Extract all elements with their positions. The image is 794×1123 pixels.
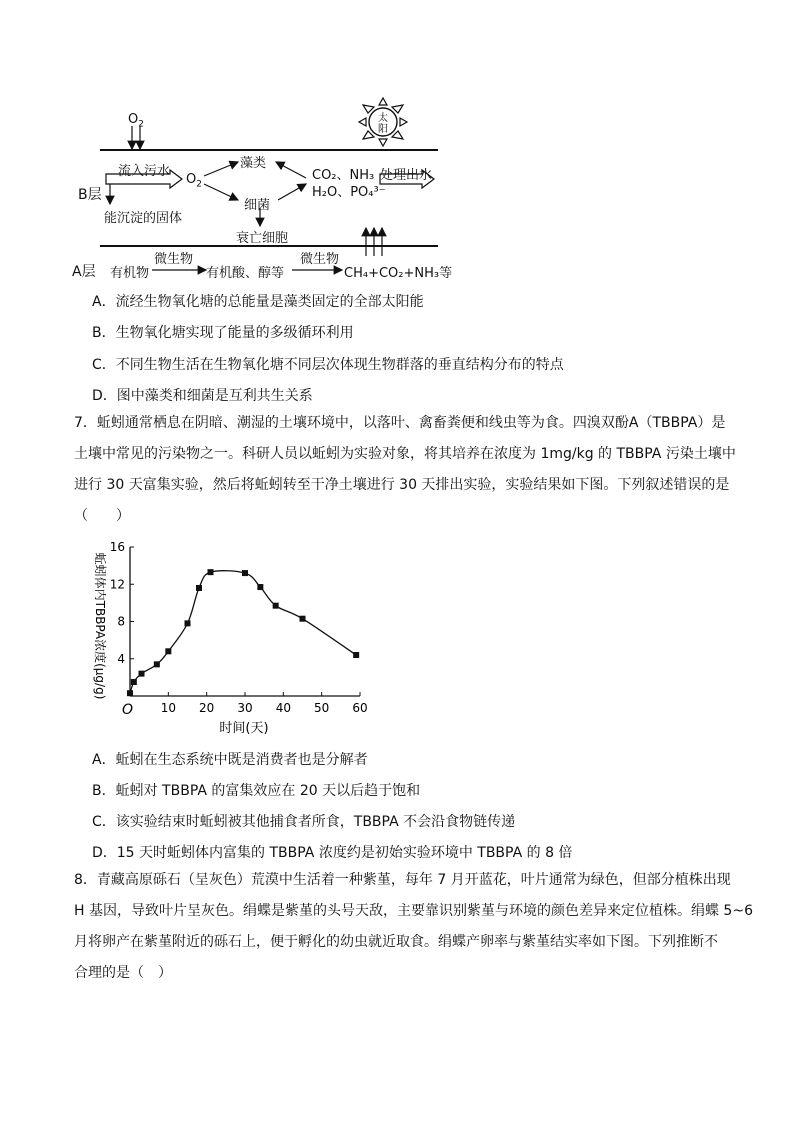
q7-option-a: A．蚯蚓在生态系统中既是消费者也是分解者 — [92, 752, 368, 768]
a-organic-label: 有机物 — [110, 266, 150, 281]
x-tick-label: 50 — [314, 701, 330, 715]
question-7-stem: 7．蚯蚓通常栖息在阴暗、潮湿的土壤环境中，以落叶、禽畜粪便和线虫等为食。四溴双酚A（TBBPA）是 土壤中常见的污染物之一。科研人员以蚯蚓为实验对象，将其培养在浓度为 1mg/kg 的 TBBPA 污染土壤中 进行 30 天富集实验，然后将蚯蚓转至干净土壤进行 30 天排出实验，实验结果如下图。下列叙述错误的是 （ ） — [74, 415, 736, 524]
sun-label: 太阳 — [378, 113, 388, 135]
data-point — [300, 616, 306, 622]
data-point — [353, 652, 359, 658]
data-point — [257, 584, 263, 590]
x-axis-label: 时间(天) — [219, 721, 269, 736]
bacteria-label: 细菌 — [244, 198, 271, 213]
q7-option-c: C．该实验结束时蚯蚓被其他捕食者所食，TBBPA 不会沿食物链传递 — [92, 814, 516, 830]
q7-option-d: D．15 天时蚯蚓体内富集的 TBBPA 浓度约是初始实验环境中 TBBPA 的 8 倍 — [92, 845, 573, 861]
layer-a-label: A层 — [72, 264, 96, 280]
y-tick-label: 8 — [117, 614, 125, 629]
question-8-stem: 8．青藏高原砾石（呈灰色）荒漠中生活着一种紫堇，每年 7 月开蓝花，叶片通常为绿色，但部分植株出现 H 基因，导致叶片呈灰色。绢蝶是紫堇的头号天敌，主要靠识别紫堇与环境的颜色差异来定位植株。绢蝶 5~6 月将卵产在紫堇附近的砾石上，便于孵化的幼虫就近取食。绢蝶产卵率与紫堇结实率如下图。下列推断不 合理的是（ ） — [74, 872, 753, 981]
a-microbe2-label: 微生物 — [300, 252, 340, 267]
tbbpa-concentration-chart — [86, 536, 376, 756]
o2-top-label: $O_2$ — [128, 112, 144, 130]
layer-b-label: B层 — [78, 187, 102, 203]
x-tick-label: 30 — [237, 701, 253, 715]
data-point — [165, 648, 171, 654]
origin-label: O — [122, 702, 134, 718]
data-point — [196, 585, 202, 591]
dead-cells-label: 衰亡细胞 — [236, 231, 289, 246]
data-point — [139, 671, 145, 677]
data-point — [273, 603, 279, 609]
data-point — [208, 569, 214, 575]
data-point — [131, 679, 137, 685]
outflow-label: 处理出水 — [380, 168, 433, 183]
o2-mid-label: $O_2$ — [186, 172, 202, 190]
x-tick-label: 60 — [352, 701, 368, 715]
x-tick-label: 40 — [275, 701, 291, 715]
q6-option-a: A．流经生物氧化塘的总能量是藻类固定的全部太阳能 — [92, 294, 424, 310]
data-point — [185, 620, 191, 626]
y-tick-label: 16 — [109, 540, 125, 554]
algae-label: 藻类 — [240, 156, 267, 171]
a-acids-label: 有机酸、醇等 — [206, 266, 285, 281]
products-label-1: CO₂、NH₃ — [312, 168, 375, 183]
a-microbe1-label: 微生物 — [154, 252, 194, 267]
x-tick-label: 20 — [199, 701, 215, 715]
q6-option-d: D．图中藻类和细菌是互利共生关系 — [92, 388, 313, 404]
a-gases-label: CH₄+CO₂+NH₃等 — [344, 266, 453, 281]
data-point — [242, 570, 248, 576]
q6-option-c: C．不同生物生活在生物氧化塘不同层次体现生物群落的垂直结构分布的特点 — [92, 357, 564, 373]
settle-solids-label: 能沉淀的固体 — [104, 211, 183, 226]
q6-option-b: B．生物氧化塘实现了能量的多级循环利用 — [92, 325, 354, 341]
series-line — [130, 571, 356, 694]
inflow-label: 流入污水 — [118, 164, 171, 179]
x-tick-label: 10 — [160, 701, 176, 715]
y-tick-label: 12 — [109, 577, 125, 592]
y-axis-label: 蚯蚓体内TBBPA浓度(μg/g) — [93, 552, 107, 700]
products-label-2: H₂O、PO₄³⁻ — [312, 185, 386, 200]
q7-option-b: B．蚯蚓对 TBBPA 的富集效应在 20 天以后趋于饱和 — [92, 783, 421, 799]
data-point — [154, 661, 160, 667]
data-point — [127, 690, 133, 696]
y-tick-label: 4 — [117, 651, 125, 666]
